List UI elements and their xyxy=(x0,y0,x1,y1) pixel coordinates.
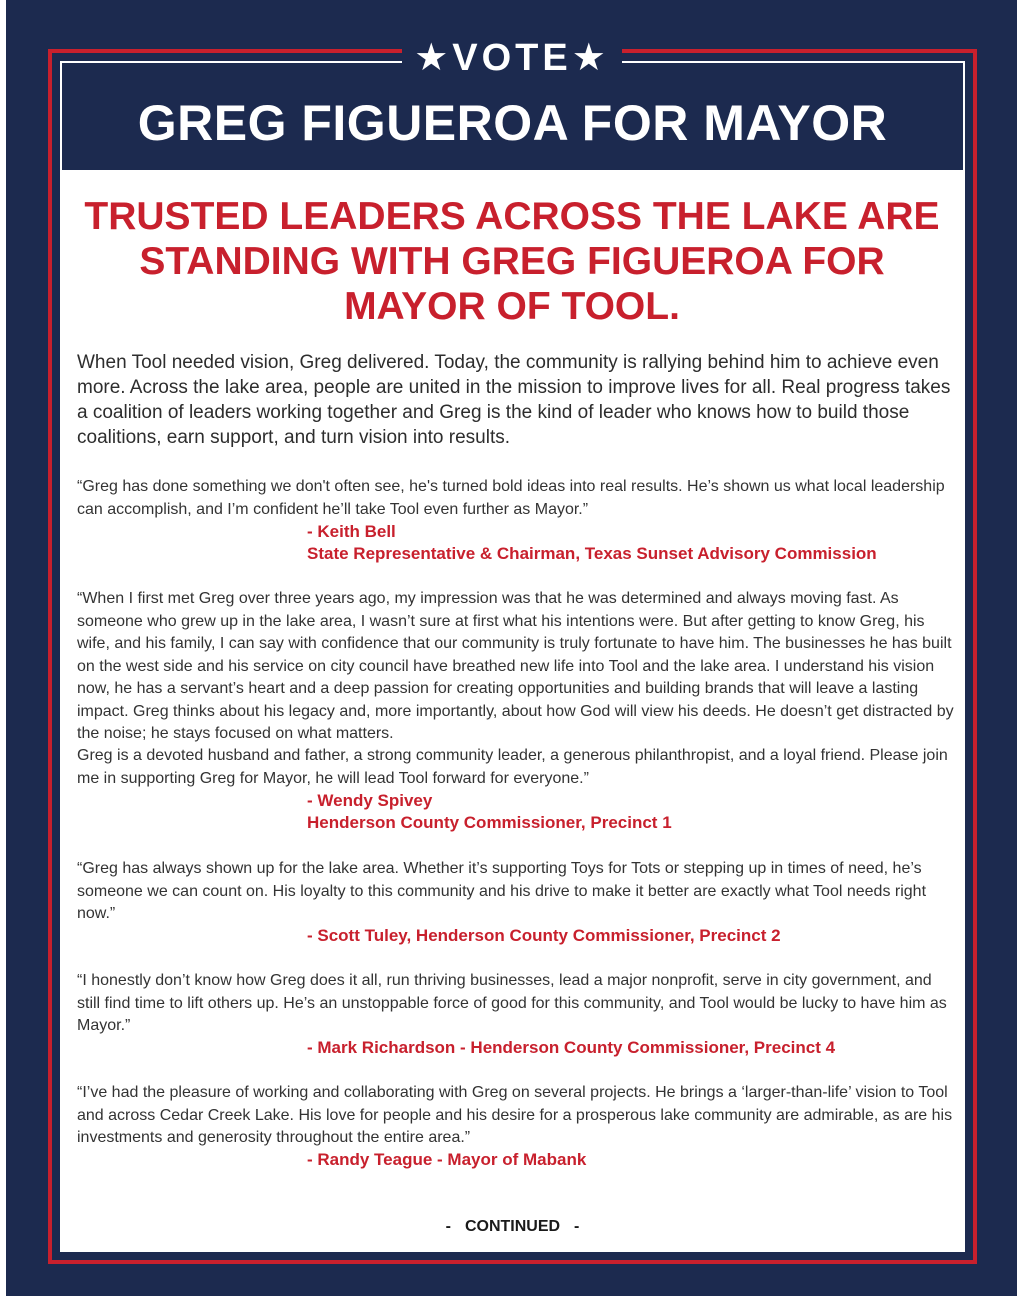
continued-label: CONTINUED xyxy=(464,1218,561,1235)
endorser-scott-tuley: - Scott Tuley, Henderson County Commissioner, Precinct 2 xyxy=(307,926,781,945)
intro-paragraph: When Tool needed vision, Greg delivered. Today, the community is rallying behind him to achieve even more. Across the lake area, people are united in the mission to improve lives for all. Real progress takes a coalition of leaders working together and Greg is the kind of leader who knows how to build those coalitions, earn support, and turn vision into results. xyxy=(77,352,951,448)
endorsement-subheadline: TRUSTED LEADERS ACROSS THE LAKE ARE STANDING WITH GREG FIGUEROA FOR MAYOR OF TOOL. xyxy=(84,195,940,328)
continued-footer xyxy=(62,1218,963,1236)
candidate-headline: GREG FIGUEROA FOR MAYOR xyxy=(137,95,888,151)
endorsement-quote-wendy-spivey-cont: Greg is a devoted husband and father, a strong community leader, a generous philanthropist, and a loyal friend. Please join me in supporting Greg for Mayor, he will lead Tool forward for everyone.” xyxy=(77,747,948,787)
endorser-randy-teague: - Randy Teague - Mayor of Mabank xyxy=(307,1150,587,1169)
endorser-name-keith-bell: - Keith Bell xyxy=(307,522,396,541)
endorsement-quote-randy-teague: “I’ve had the pleasure of working and collaborating with Greg on several projects. He brings a ‘larger-than-life’ vision to Tool and across Cedar Creek Lake. His love for people and his desire for a prosperous lake community are admirable, as are his investments and generosity throughout the entire area.” xyxy=(77,1084,953,1146)
endorser-mark-richardson: - Mark Richardson - Henderson County Commissioner, Precinct 4 xyxy=(307,1038,836,1057)
endorser-title-wendy-spivey: Henderson County Commissioner, Precinct 1 xyxy=(307,813,672,832)
vote-label: ★VOTE★ xyxy=(402,34,622,82)
endorsement-quote-scott-tuley: “Greg has always shown up for the lake area. Whether it’s supporting Toys for Tots or stepping up in times of need, he’s someone we can count on. His loyalty to this community and his drive to make it better are exactly what Tool needs right now.” xyxy=(77,860,927,922)
footer-dash-left: - xyxy=(445,1218,451,1235)
campaign-flyer xyxy=(6,0,1017,1296)
endorsement-panel xyxy=(62,170,963,1250)
endorser-title-keith-bell: State Representative & Chairman, Texas Sunset Advisory Commission xyxy=(307,544,877,563)
footer-dash-right: - xyxy=(574,1218,580,1235)
endorsement-quote-mark-richardson: “I honestly don’t know how Greg does it all, run thriving businesses, lead a major nonprofit, serve in city government, and still find time to lift others up. He’s an unstoppable force of good for this community, and Tool would be lucky to have him as Mayor.” xyxy=(77,972,947,1034)
endorsement-quote-wendy-spivey: “When I first met Greg over three years ago, my impression was that he was determined and always moving fast. As someone who grew up in the lake area, I wasn’t sure at first what his intentions were. But after getting to know Greg, his wife, and his family, I can say with confidence that our community is truly fortunate to have him. The businesses he has built on the west side and his service on city council have breathed new life into Tool and the lake area. I understand his vision now, he has a servant’s heart and a deep passion for creating opportunities and building brands that will leave a lasting impact. Greg thinks about his legacy and, more importantly, about how God will view his deeds. He doesn’t get distracted by the noise; he stays focused on what matters. xyxy=(77,590,954,742)
endorsement-quote-keith-bell: “Greg has done something we don't often see, he's turned bold ideas into real results. He’s shown us what local leadership can accomplish, and I’m confident he’ll take Tool even further as Mayor.” xyxy=(77,478,945,518)
endorser-name-wendy-spivey: - Wendy Spivey xyxy=(307,791,433,810)
